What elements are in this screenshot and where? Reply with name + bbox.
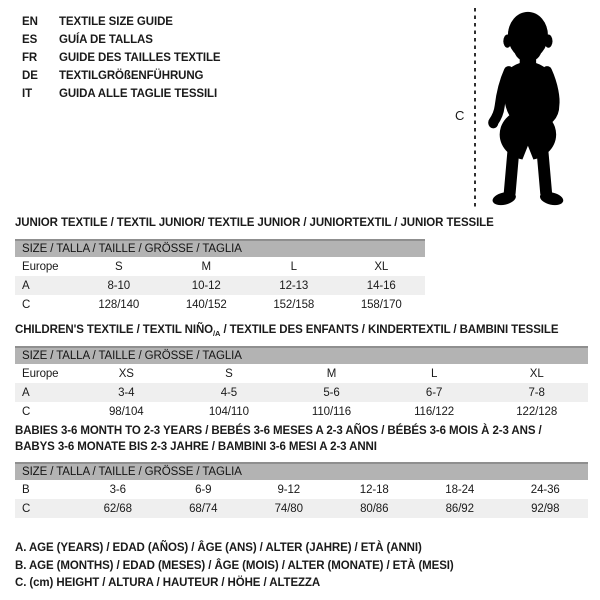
language-code: IT — [22, 88, 33, 100]
size-header-bar: SIZE / TALLA / TAILLE / GRÖSSE / TAGLIA — [15, 239, 425, 257]
table-row-height — [15, 402, 588, 421]
size-cell: 3-6 — [109, 483, 126, 496]
size-cell: S — [225, 367, 233, 380]
size-cell: XS — [118, 367, 134, 380]
size-cell: 140/152 — [185, 298, 227, 311]
language-row-it — [22, 85, 221, 103]
size-cell: M — [326, 367, 337, 380]
size-cell: 7-8 — [528, 386, 545, 399]
children-title-subscript: /A — [213, 328, 221, 338]
table-row-europe — [15, 364, 588, 383]
language-title: GUIDE DES TAILLES TEXTILE — [59, 52, 221, 64]
size-cell: L — [430, 367, 438, 380]
footnote-a: A. AGE (YEARS) / EDAD (AÑOS) / ÂGE (ANS) / ALTER (JAHRE) / ETÀ (ANNI) — [15, 542, 422, 554]
language-header — [22, 13, 221, 103]
size-cell: 152/158 — [273, 298, 315, 311]
language-row-fr — [22, 49, 221, 67]
size-cell: 86/92 — [445, 502, 474, 515]
children-title-part: / TEXTILE DES ENFANTS / KINDERTEXTIL / BAMBINI TESSILE — [220, 324, 559, 336]
size-cell: XL — [529, 367, 544, 380]
row-label: C — [22, 502, 31, 515]
height-label: C — [455, 108, 465, 123]
size-cell: 128/140 — [98, 298, 140, 311]
size-cell: 12-13 — [279, 279, 309, 292]
size-cell: M — [201, 260, 211, 273]
size-cell: 92/98 — [531, 502, 560, 515]
language-title: GUIDA ALLE TAGLIE TESSILI — [59, 88, 218, 100]
size-cell: 5-6 — [323, 386, 340, 399]
size-cell: 110/116 — [311, 405, 352, 418]
size-cell: 98/104 — [109, 405, 144, 418]
size-cell: 122/128 — [516, 405, 558, 418]
children-size-table — [15, 346, 588, 421]
babies-table-title — [15, 424, 542, 455]
size-cell: 116/122 — [414, 405, 455, 418]
footnotes — [15, 540, 454, 593]
size-cell: 62/68 — [103, 502, 132, 515]
row-label: Europe — [22, 260, 59, 273]
size-cell: 9-12 — [277, 483, 301, 496]
baby-silhouette-icon — [486, 10, 568, 208]
size-cell: 6-7 — [425, 386, 443, 399]
row-label: A — [22, 279, 30, 292]
row-label: B — [22, 483, 30, 496]
table-row-months — [15, 480, 588, 499]
row-label: C — [22, 298, 31, 311]
size-cell: S — [114, 260, 123, 273]
row-label: C — [22, 405, 31, 418]
size-cell: 3-4 — [118, 386, 135, 399]
footnote-c: C. (cm) HEIGHT / ALTURA / HAUTEUR / HÖHE / ALTEZZA — [15, 577, 321, 589]
size-cell: L — [290, 260, 297, 273]
size-cell: 74/80 — [274, 502, 303, 515]
size-cell: 18-24 — [445, 483, 475, 496]
size-cell: 10-12 — [191, 279, 221, 292]
language-title: TEXTILE SIZE GUIDE — [59, 16, 173, 28]
language-code: DE — [22, 70, 38, 82]
table-row-age — [15, 383, 588, 402]
size-cell: 158/170 — [360, 298, 402, 311]
table-row-height — [15, 499, 588, 518]
table-row-height — [15, 295, 425, 314]
language-title: GUÍA DE TALLAS — [59, 34, 153, 46]
size-cell: 6-9 — [195, 483, 212, 496]
language-row-de — [22, 67, 221, 85]
language-code: ES — [22, 34, 38, 46]
language-code: FR — [22, 52, 38, 64]
size-header-bar: SIZE / TALLA / TAILLE / GRÖSSE / TAGLIA — [15, 346, 588, 364]
children-table-title — [15, 323, 558, 339]
babies-title-line1: BABIES 3-6 MONTH TO 2-3 YEARS / BEBÉS 3-6 MESES A 2-3 AÑOS / BÉBÉS 3-6 MOIS À 2-3 ANS / — [15, 425, 542, 437]
children-title-part: CHILDREN'S TEXTILE / TEXTIL NIÑO — [15, 324, 214, 336]
size-cell: 68/74 — [189, 502, 218, 515]
language-code: EN — [22, 16, 38, 28]
language-row-en — [22, 13, 221, 31]
language-title: TEXTILGRÖßENFÜHRUNG — [59, 70, 204, 82]
table-row-age — [15, 276, 425, 295]
size-cell: 80/86 — [360, 502, 389, 515]
height-dashed-line — [474, 8, 476, 208]
size-cell: 4-5 — [220, 386, 238, 399]
size-cell: 8-10 — [107, 279, 131, 292]
size-cell: 14-16 — [366, 279, 396, 292]
size-cell: XL — [374, 260, 389, 273]
junior-size-table — [15, 239, 425, 314]
babies-size-table — [15, 462, 588, 518]
size-cell: 12-18 — [359, 483, 389, 496]
size-cell: 104/110 — [208, 405, 249, 418]
size-header-bar: SIZE / TALLA / TAILLE / GRÖSSE / TAGLIA — [15, 462, 588, 480]
language-row-es — [22, 31, 221, 49]
babies-title-line2: BABYS 3-6 MONATE BIS 2-3 JAHRE / BAMBINI 3-6 MESI A 2-3 ANNI — [15, 440, 377, 453]
row-label: Europe — [22, 367, 59, 380]
junior-table-title: JUNIOR TEXTILE / TEXTIL JUNIOR/ TEXTILE JUNIOR / JUNIORTEXTIL / JUNIOR TESSILE — [15, 217, 494, 229]
row-label: A — [22, 386, 30, 399]
footnote-b: B. AGE (MONTHS) / EDAD (MESES) / ÂGE (MOIS) / ALTER (MONATE) / ETÀ (MESI) — [15, 559, 454, 572]
size-cell: 24-36 — [530, 483, 560, 496]
table-row-europe — [15, 257, 425, 276]
